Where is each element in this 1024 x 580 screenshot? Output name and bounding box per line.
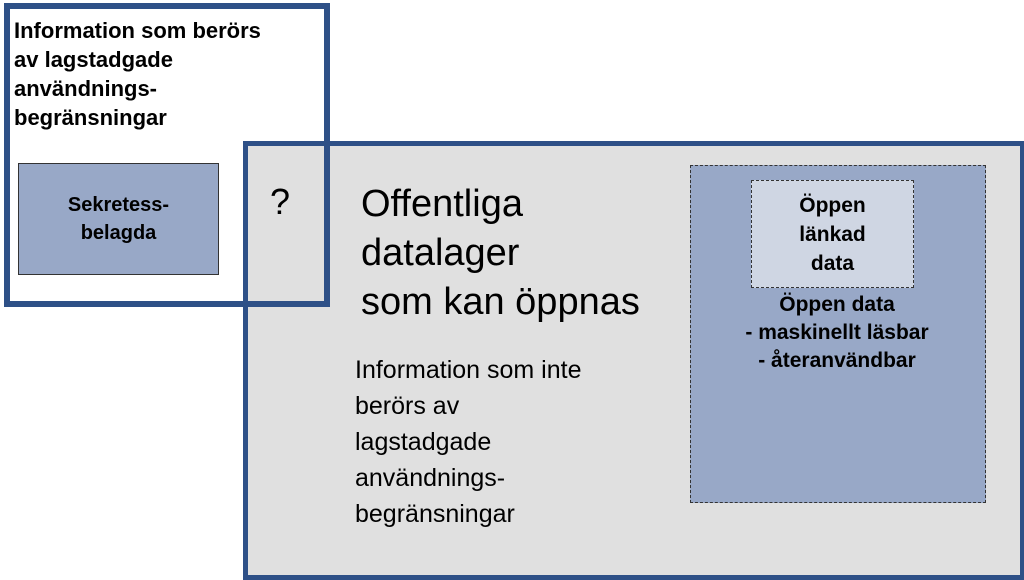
overlap-question-mark: ? xyxy=(270,181,291,222)
open-linked-data-box: Öppen länkad data xyxy=(751,180,914,288)
open-data-label: Öppen data - maskinellt läsbar - återanvändbar xyxy=(745,293,929,372)
public-data-stores-description: Information som inte berörs av lagstadgade användnings- begränsningar xyxy=(355,356,582,528)
restricted-information-title: Information som berörs av lagstadgade användnings- begränsningar xyxy=(14,18,261,130)
public-data-stores-title: Offentliga datalager som kan öppnas xyxy=(361,183,640,323)
confidential-box: Sekretess- belagda xyxy=(18,163,219,275)
